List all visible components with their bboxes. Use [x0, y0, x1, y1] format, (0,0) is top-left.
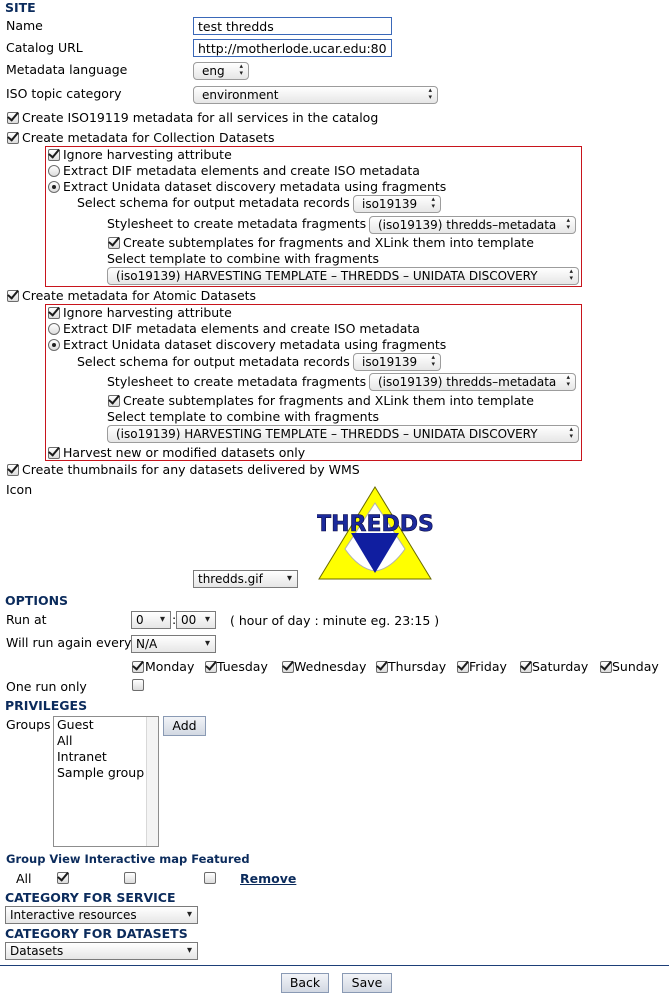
- collection-schema-label: Select schema for output metadata records: [77, 195, 350, 210]
- minute-select[interactable]: 00 ▾: [176, 611, 216, 629]
- collection-dif-label: Extract DIF metadata elements and create ISO metadata: [63, 163, 420, 178]
- groups-label: Groups: [6, 717, 51, 732]
- atomic-stylesheet-select[interactable]: (iso19139) thredds–metadata ▴ ▾: [369, 373, 576, 391]
- thumbnails-label: Create thumbnails for any datasets delivered by WMS: [22, 462, 360, 477]
- day-saturday-label: Saturday: [532, 659, 589, 674]
- icon-select[interactable]: thredds.gif ▾: [193, 570, 298, 588]
- day-sunday-label: Sunday: [612, 659, 659, 674]
- create-iso-services-label: Create ISO19119 metadata for all services in the catalog: [22, 110, 379, 125]
- atomic-unidata-label: Extract Unidata dataset discovery metadata using fragments: [63, 337, 447, 352]
- collection-unidata-label: Extract Unidata dataset discovery metadata using fragments: [63, 179, 447, 194]
- collection-ignore-checkbox[interactable]: [48, 149, 60, 161]
- day-friday-checkbox[interactable]: [457, 661, 469, 673]
- privilege-row-group: All: [16, 871, 32, 886]
- name-label: Name: [6, 18, 43, 33]
- atomic-ignore-label: Ignore harvesting attribute: [63, 305, 232, 320]
- harvest-new-label: Harvest new or modified datasets only: [63, 445, 306, 460]
- section-title-privileges: PRIVILEGES: [5, 698, 88, 713]
- harvest-new-checkbox[interactable]: [48, 447, 60, 459]
- metadata-language-select[interactable]: eng ▴ ▾: [193, 62, 249, 80]
- remove-link[interactable]: Remove: [240, 871, 297, 886]
- name-input[interactable]: [193, 17, 392, 35]
- section-title-site: SITE: [5, 0, 36, 15]
- atomic-dif-label: Extract DIF metadata elements and create ISO metadata: [63, 321, 420, 336]
- section-title-options: OPTIONS: [5, 593, 69, 608]
- privilege-featured-checkbox[interactable]: [204, 872, 216, 884]
- atomic-schema-label: Select schema for output metadata records: [77, 354, 350, 369]
- add-group-button[interactable]: Add: [163, 716, 206, 736]
- run-at-label: Run at: [6, 612, 47, 627]
- day-wednesday-label: Wednesday: [294, 659, 367, 674]
- metadata-language-label: Metadata language: [6, 62, 128, 77]
- collection-stylesheet-select[interactable]: (iso19139) thredds–metadata ▴ ▾: [369, 216, 576, 234]
- day-wednesday-checkbox[interactable]: [282, 661, 294, 673]
- atomic-unidata-radio[interactable]: [48, 339, 60, 351]
- collection-schema-select[interactable]: iso19139 ▴ ▾: [353, 195, 441, 213]
- collection-subtemplates-checkbox[interactable]: [108, 237, 120, 249]
- collection-subtemplates-label: Create subtemplates for fragments and XLink them into template: [123, 235, 534, 250]
- category-service-select[interactable]: Interactive resources ▾: [5, 906, 198, 924]
- footer-divider: [0, 965, 669, 966]
- day-friday-label: Friday: [469, 659, 507, 674]
- time-separator: :: [172, 612, 177, 627]
- atomic-datasets-checkbox[interactable]: [7, 290, 19, 302]
- day-monday-checkbox[interactable]: [132, 661, 144, 673]
- collection-datasets-checkbox[interactable]: [7, 132, 19, 144]
- hour-select[interactable]: 0 ▾: [131, 611, 171, 629]
- privilege-interactive-checkbox[interactable]: [124, 872, 136, 884]
- group-option[interactable]: Sample group: [57, 765, 145, 780]
- day-saturday-checkbox[interactable]: [520, 661, 532, 673]
- groups-scrollbar[interactable]: [146, 717, 158, 846]
- collection-unidata-radio[interactable]: [48, 181, 60, 193]
- catalog-url-input[interactable]: [193, 39, 392, 57]
- day-sunday-checkbox[interactable]: [600, 661, 612, 673]
- day-monday-label: Monday: [145, 659, 195, 674]
- collection-datasets-label: Create metadata for Collection Datasets: [22, 130, 275, 145]
- atomic-template-select[interactable]: (iso19139) HARVESTING TEMPLATE – THREDDS – UNIDATA DISCOVERY ▴ ▾: [107, 425, 579, 443]
- atomic-template-label: Select template to combine with fragments: [107, 409, 379, 424]
- iso-topic-select[interactable]: environment ▴ ▾: [193, 86, 438, 104]
- collection-ignore-label: Ignore harvesting attribute: [63, 147, 232, 162]
- groups-listbox[interactable]: [53, 716, 159, 847]
- section-title-category-datasets: CATEGORY FOR DATASETS: [5, 926, 188, 941]
- atomic-datasets-label: Create metadata for Atomic Datasets: [22, 288, 257, 303]
- one-run-checkbox[interactable]: [132, 679, 144, 691]
- collection-template-select[interactable]: (iso19139) HARVESTING TEMPLATE – THREDDS – UNIDATA DISCOVERY ▴ ▾: [107, 267, 579, 285]
- atomic-stylesheet-label: Stylesheet to create metadata fragments: [107, 374, 367, 389]
- group-option[interactable]: All: [57, 733, 73, 748]
- time-hint: ( hour of day : minute eg. 23:15 ): [230, 613, 440, 628]
- day-thursday-label: Thursday: [388, 659, 447, 674]
- thumbnails-checkbox[interactable]: [7, 464, 19, 476]
- group-option[interactable]: Guest: [57, 717, 94, 732]
- collection-template-label: Select template to combine with fragments: [107, 251, 379, 266]
- run-again-label: Will run again every: [6, 635, 132, 650]
- create-iso-services-checkbox[interactable]: [7, 112, 19, 124]
- run-again-select[interactable]: N/A ▾: [131, 635, 216, 653]
- back-button[interactable]: Back: [281, 973, 329, 993]
- section-title-category-service: CATEGORY FOR SERVICE: [5, 890, 176, 905]
- iso-topic-label: ISO topic category: [6, 86, 122, 101]
- one-run-label: One run only: [6, 679, 87, 694]
- atomic-subtemplates-checkbox[interactable]: [108, 395, 120, 407]
- atomic-schema-select[interactable]: iso19139 ▴ ▾: [353, 353, 441, 371]
- save-button[interactable]: Save: [342, 973, 392, 993]
- icon-label: Icon: [6, 482, 33, 497]
- collection-dif-radio[interactable]: [48, 165, 60, 177]
- atomic-dif-radio[interactable]: [48, 323, 60, 335]
- day-thursday-checkbox[interactable]: [376, 661, 388, 673]
- thredds-logo-text: THREDDS: [317, 512, 433, 537]
- collection-stylesheet-label: Stylesheet to create metadata fragments: [107, 216, 367, 231]
- thredds-logo-icon: [317, 485, 433, 581]
- day-tuesday-label: Tuesday: [217, 659, 268, 674]
- category-datasets-select[interactable]: Datasets ▾: [5, 942, 198, 960]
- day-tuesday-checkbox[interactable]: [205, 661, 217, 673]
- privilege-view-checkbox[interactable]: [57, 872, 69, 884]
- atomic-subtemplates-label: Create subtemplates for fragments and XLink them into template: [123, 393, 534, 408]
- group-option[interactable]: Intranet: [57, 749, 107, 764]
- privileges-table-header: Group View Interactive map Featured: [6, 852, 250, 866]
- atomic-ignore-checkbox[interactable]: [48, 307, 60, 319]
- catalog-url-label: Catalog URL: [6, 40, 83, 55]
